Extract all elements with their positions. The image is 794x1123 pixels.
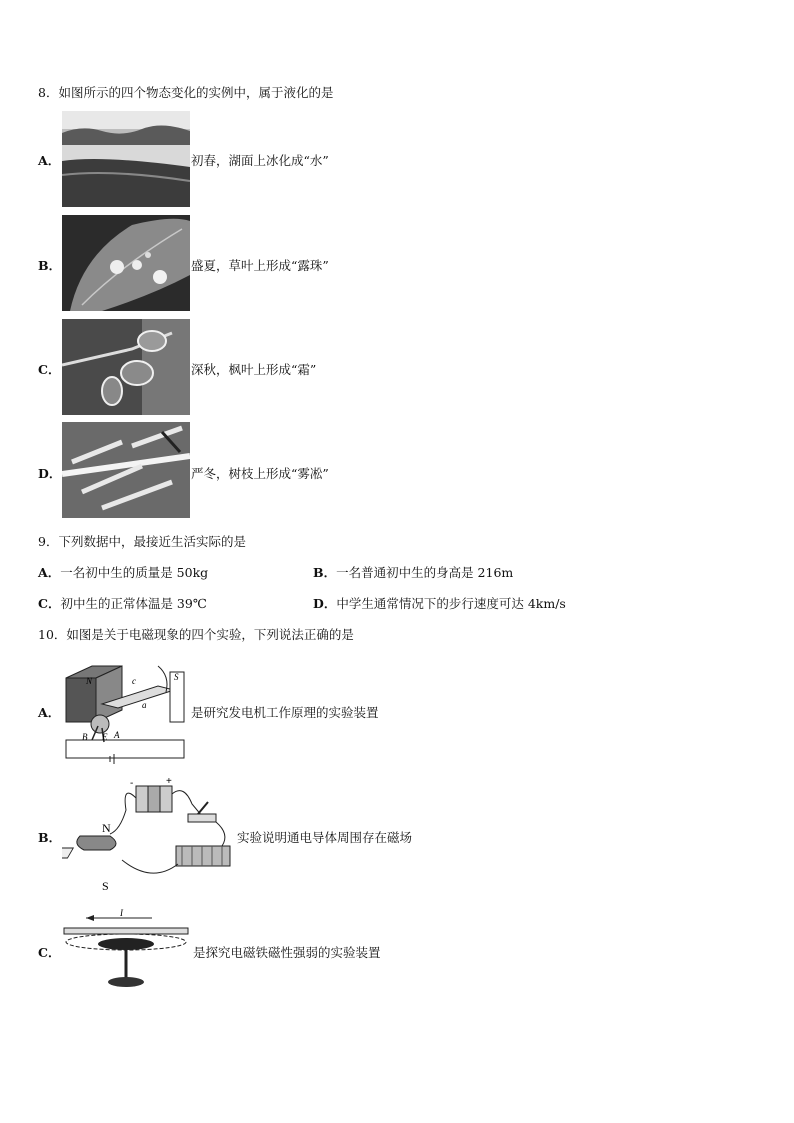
q9-option-b-letter: B． bbox=[313, 565, 337, 580]
q10-stem: 10．如图是关于电磁现象的四个实验，下列说法正确的是 bbox=[38, 627, 354, 642]
fig-a-label-e: E bbox=[102, 732, 108, 742]
q8-option-c-letter: C． bbox=[38, 362, 61, 377]
q10-option-b-letter: B． bbox=[38, 830, 62, 845]
current-wire-compass-diagram bbox=[62, 906, 190, 992]
electromagnet-circuit-diagram bbox=[62, 774, 234, 896]
q9-option-a-letter: A． bbox=[38, 565, 61, 580]
q10-option-b-text: 实验说明通电导体周围存在磁场 bbox=[237, 830, 413, 845]
q9-option-c-text: 初中生的正常体温是 39℃ bbox=[60, 596, 207, 611]
frost-on-leaf-photo bbox=[62, 319, 190, 415]
q9-option-c-letter: C． bbox=[38, 596, 61, 611]
fig-a-label-b: B bbox=[82, 732, 88, 742]
rime-on-branch-photo bbox=[62, 422, 190, 518]
q10-option-a-letter: A． bbox=[38, 705, 61, 720]
fig-b-label-s: S bbox=[102, 879, 109, 893]
q8-option-d-letter: D． bbox=[38, 466, 62, 481]
fig-a-label-a2: A bbox=[114, 730, 120, 740]
fig-a-label-a: a bbox=[142, 700, 147, 710]
q8-stem: 8．如图所示的四个物态变化的实例中，属于液化的是 bbox=[38, 85, 334, 100]
q9-option-a-text: 一名初中生的质量是 50kg bbox=[60, 565, 209, 580]
generator-experiment-diagram bbox=[62, 656, 190, 766]
q8-option-d-text: 严冬，树枝上形成“雾凇” bbox=[191, 466, 329, 481]
q9-stem: 9．下列数据中，最接近生活实际的是 bbox=[38, 534, 246, 549]
q8-option-b-text: 盛夏，草叶上形成“露珠” bbox=[191, 258, 329, 273]
q10-option-c-letter: C． bbox=[38, 945, 61, 960]
q10-option-a-text: 是研究发电机工作原理的实验装置 bbox=[191, 705, 379, 720]
fig-a-label-n: N bbox=[86, 676, 93, 686]
fig-b-label-n: N bbox=[102, 821, 111, 835]
fig-b-label-plus: + bbox=[166, 776, 172, 787]
q8-option-a-text: 初春，湖面上冰化成“水” bbox=[191, 153, 329, 168]
q10-option-c-text: 是探究电磁铁磁性强弱的实验装置 bbox=[193, 945, 381, 960]
fig-a-label-s: S bbox=[174, 672, 179, 682]
q9-option-b-text: 一名普通初中生的身高是 216m bbox=[336, 565, 514, 580]
q8-option-a-letter: A． bbox=[38, 153, 61, 168]
dew-on-leaf-photo bbox=[62, 215, 190, 311]
q9-option-d-text: 中学生通常情况下的步行速度可达 4km/s bbox=[336, 596, 566, 611]
frozen-lake-photo bbox=[62, 111, 190, 207]
q8-option-c-text: 深秋，枫叶上形成“霜” bbox=[191, 362, 317, 377]
fig-a-label-c: c bbox=[132, 676, 136, 686]
q9-option-d-letter: D． bbox=[313, 596, 337, 611]
fig-b-label-minus: - bbox=[130, 778, 134, 789]
q8-option-b-letter: B． bbox=[38, 258, 62, 273]
fig-c-label-i: I bbox=[120, 908, 123, 918]
